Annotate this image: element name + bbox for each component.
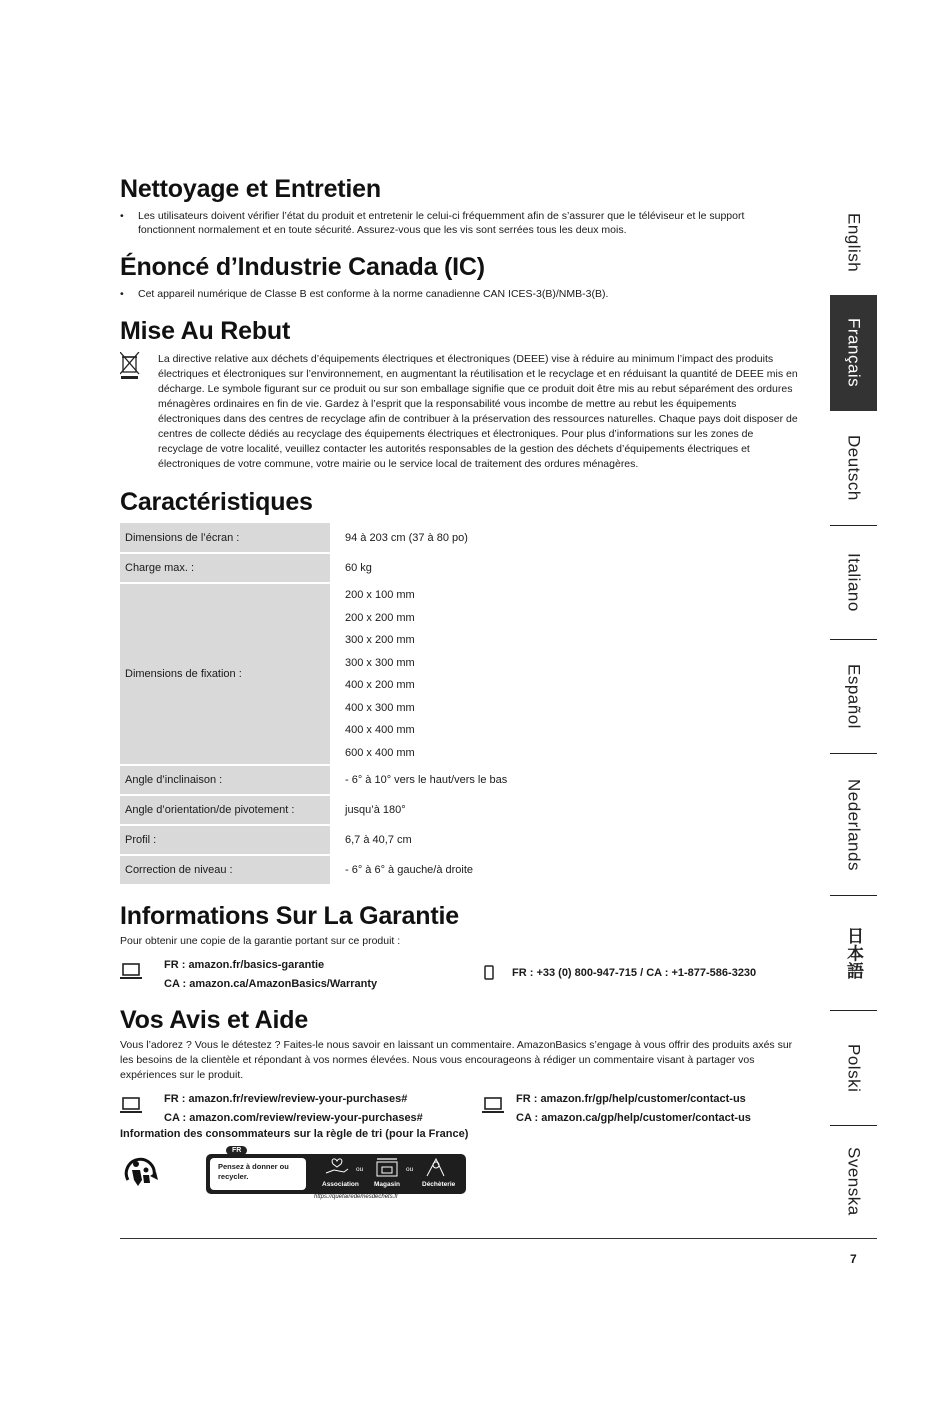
mount-value: 400 x 400 mm	[345, 724, 415, 736]
warranty-intro: Pour obtenir une copie de la garantie portant sur ce produit :	[120, 935, 401, 947]
section-title-cleaning: Nettoyage et Entretien	[120, 175, 381, 203]
mount-value: 400 x 300 mm	[345, 701, 415, 714]
mount-value: 200 x 100 mm	[345, 589, 415, 601]
laptop-icon	[120, 962, 142, 980]
triman-think: Pensez à donner ou recycler.	[210, 1158, 306, 1190]
triman-title: Information des consommateurs sur la règle de tri (pour la France)	[120, 1128, 469, 1140]
review-link-fr[interactable]: FR : amazon.fr/review/review-your-purchases#	[164, 1093, 408, 1105]
spec-key: Charge max. :	[120, 553, 335, 583]
spec-value: - 6° à 10° vers le haut/vers le bas	[335, 765, 680, 795]
main-content	[120, 175, 800, 1206]
footer-rule	[120, 1238, 877, 1239]
fr-badge: FR	[226, 1146, 247, 1155]
spec-key: Dimensions de fixation :	[120, 583, 335, 765]
spec-key: Angle d’inclinaison :	[120, 765, 335, 795]
mount-values	[335, 583, 680, 765]
dump-icon	[422, 1157, 448, 1177]
weee-bin-icon	[120, 352, 158, 472]
tab-espanol[interactable]: Español	[844, 664, 864, 729]
tab-polski[interactable]: Polski	[844, 1043, 864, 1093]
feedback-text: Vous l’adorez ? Vous le détestez ? Faites-le nous savoir en laissant un commentaire. AmazonBasics s’engage à vous offrir des produits axés sur les besoins de la clientèle et répondant à vos normes élevées. Nous vous encourageons à rédiger un commentaire visant à partager vos expériences sur le produit.	[120, 1039, 793, 1081]
triman-block	[120, 1146, 800, 1206]
help-link-fr[interactable]: FR : amazon.fr/gp/help/customer/contact-us	[516, 1093, 746, 1105]
cleaning-bullet: • Les utilisateurs doivent vérifier l’état du produit et entretenir le celui-ci fréquemment afin de s’assurer que le téléviseur et le support fonctionnent normalement et en toute sécurité. Assurez-vous que les vis sont serrées tous les deux mois.	[120, 209, 800, 237]
or-label: ou	[406, 1166, 414, 1173]
warranty-phone: FR : +33 (0) 800-947-715 / CA : +1-877-586-3230	[512, 967, 757, 979]
mount-value: 400 x 200 mm	[345, 679, 415, 691]
triman-url[interactable]: https://quefairedemesdechets.fr	[314, 1194, 399, 1200]
spec-key: Angle d’orientation/de pivotement :	[120, 795, 335, 825]
table-row	[120, 825, 680, 855]
tab-francais[interactable]: Français	[830, 295, 877, 411]
tab-deutsch[interactable]: Deutsch	[844, 435, 864, 501]
spec-key: Correction de niveau :	[120, 855, 335, 885]
ic-bullet: • Cet appareil numérique de Classe B est conforme à la norme canadienne CAN ICES-3(B)/NMB-3(B).	[120, 287, 800, 301]
table-row	[120, 765, 680, 795]
spec-value: jusqu’à 180°	[335, 795, 680, 825]
triman-option-decheterie: Déchèterie	[422, 1181, 456, 1188]
hand-heart-icon	[324, 1157, 350, 1177]
section-title-warranty: Informations Sur La Garantie	[120, 902, 459, 930]
phone-icon	[484, 965, 494, 980]
table-row	[120, 583, 680, 765]
tab-svenska[interactable]: Svenska	[844, 1146, 864, 1216]
spec-value: 6,7 à 40,7 cm	[335, 825, 680, 855]
triman-banner	[166, 1146, 456, 1206]
table-row	[120, 855, 680, 885]
shop-icon	[374, 1157, 400, 1177]
spec-value: - 6° à 6° à gauche/à droite	[335, 855, 680, 885]
spec-key: Profil :	[120, 825, 335, 855]
help-link-ca[interactable]: CA : amazon.ca/gp/help/customer/contact-us	[516, 1112, 751, 1124]
section-title-feedback: Vos Avis et Aide	[120, 1006, 309, 1034]
tab-japanese[interactable]: 日本語	[844, 926, 863, 980]
section-title-ic: Énoncé d’Industrie Canada (IC)	[120, 253, 485, 281]
warranty-links	[120, 956, 800, 994]
section-title-specs: Caractéristiques	[120, 488, 313, 516]
spec-value: 60 kg	[335, 553, 680, 583]
tab-nederlands[interactable]: Nederlands	[844, 778, 864, 871]
page-number: 7	[850, 1252, 857, 1266]
tab-italiano[interactable]: Italiano	[844, 553, 864, 612]
section-title-disposal: Mise Au Rebut	[120, 317, 291, 345]
table-row	[120, 553, 680, 583]
mount-value: 200 x 200 mm	[345, 611, 415, 624]
triman-option-association: Association	[322, 1181, 359, 1188]
table-row	[120, 795, 680, 825]
spec-key: Dimensions de l’écran :	[120, 523, 335, 553]
mount-value: 600 x 400 mm	[345, 746, 415, 759]
mount-value: 300 x 300 mm	[345, 656, 415, 669]
or-label: ou	[356, 1166, 364, 1173]
warranty-link-fr[interactable]: FR : amazon.fr/basics-garantie	[164, 959, 325, 971]
warranty-link-ca[interactable]: CA : amazon.ca/AmazonBasics/Warranty	[164, 978, 378, 990]
disposal-text: La directive relative aux déchets d’équipements électriques et électroniques (DEEE) vise à réduire au minimum l’impact des produits électriques et électroniques sur l’environnement, en augmentant la réutilisation et le recyclage et en réduisant la quantité de DEEE mis en décharge. Le symbole figurant sur ce produit ou sur son emballage signifie que ce produit doit être mis au rebut séparément des ordures ménagères ordinaires en fin de vie. Gardez à l’esprit que la responsabilité vous incombe de mettre au rebut les équipements électroniques dans des centres de recyclage afin de contribuer à la préservation des ressources naturelles. Chaque pays doit disposer de centres de collecte dédiés au recyclage des équipements électriques et électroniques. Pour plus d’informations sur les zones de recyclage de votre localité, veuillez contacter les autorités responsables de la gestion des déchets d’équipements électriques et électroniques de votre commune, votre mairie ou le service local de traitement des ordures ménagères.	[158, 353, 798, 470]
mount-value: 300 x 200 mm	[345, 634, 415, 646]
tab-english[interactable]: English	[844, 212, 864, 273]
spec-value: 94 à 203 cm (37 à 80 po)	[335, 523, 680, 553]
specs-table	[120, 523, 680, 886]
laptop-icon	[482, 1096, 504, 1114]
triman-option-magasin: Magasin	[374, 1181, 401, 1188]
feedback-links	[120, 1090, 800, 1128]
disposal-block	[120, 352, 800, 472]
table-row	[120, 523, 680, 553]
triman-recycle-icon	[120, 1150, 162, 1192]
review-link-ca[interactable]: CA : amazon.com/review/review-your-purchases#	[164, 1112, 423, 1124]
laptop-icon	[120, 1096, 142, 1114]
